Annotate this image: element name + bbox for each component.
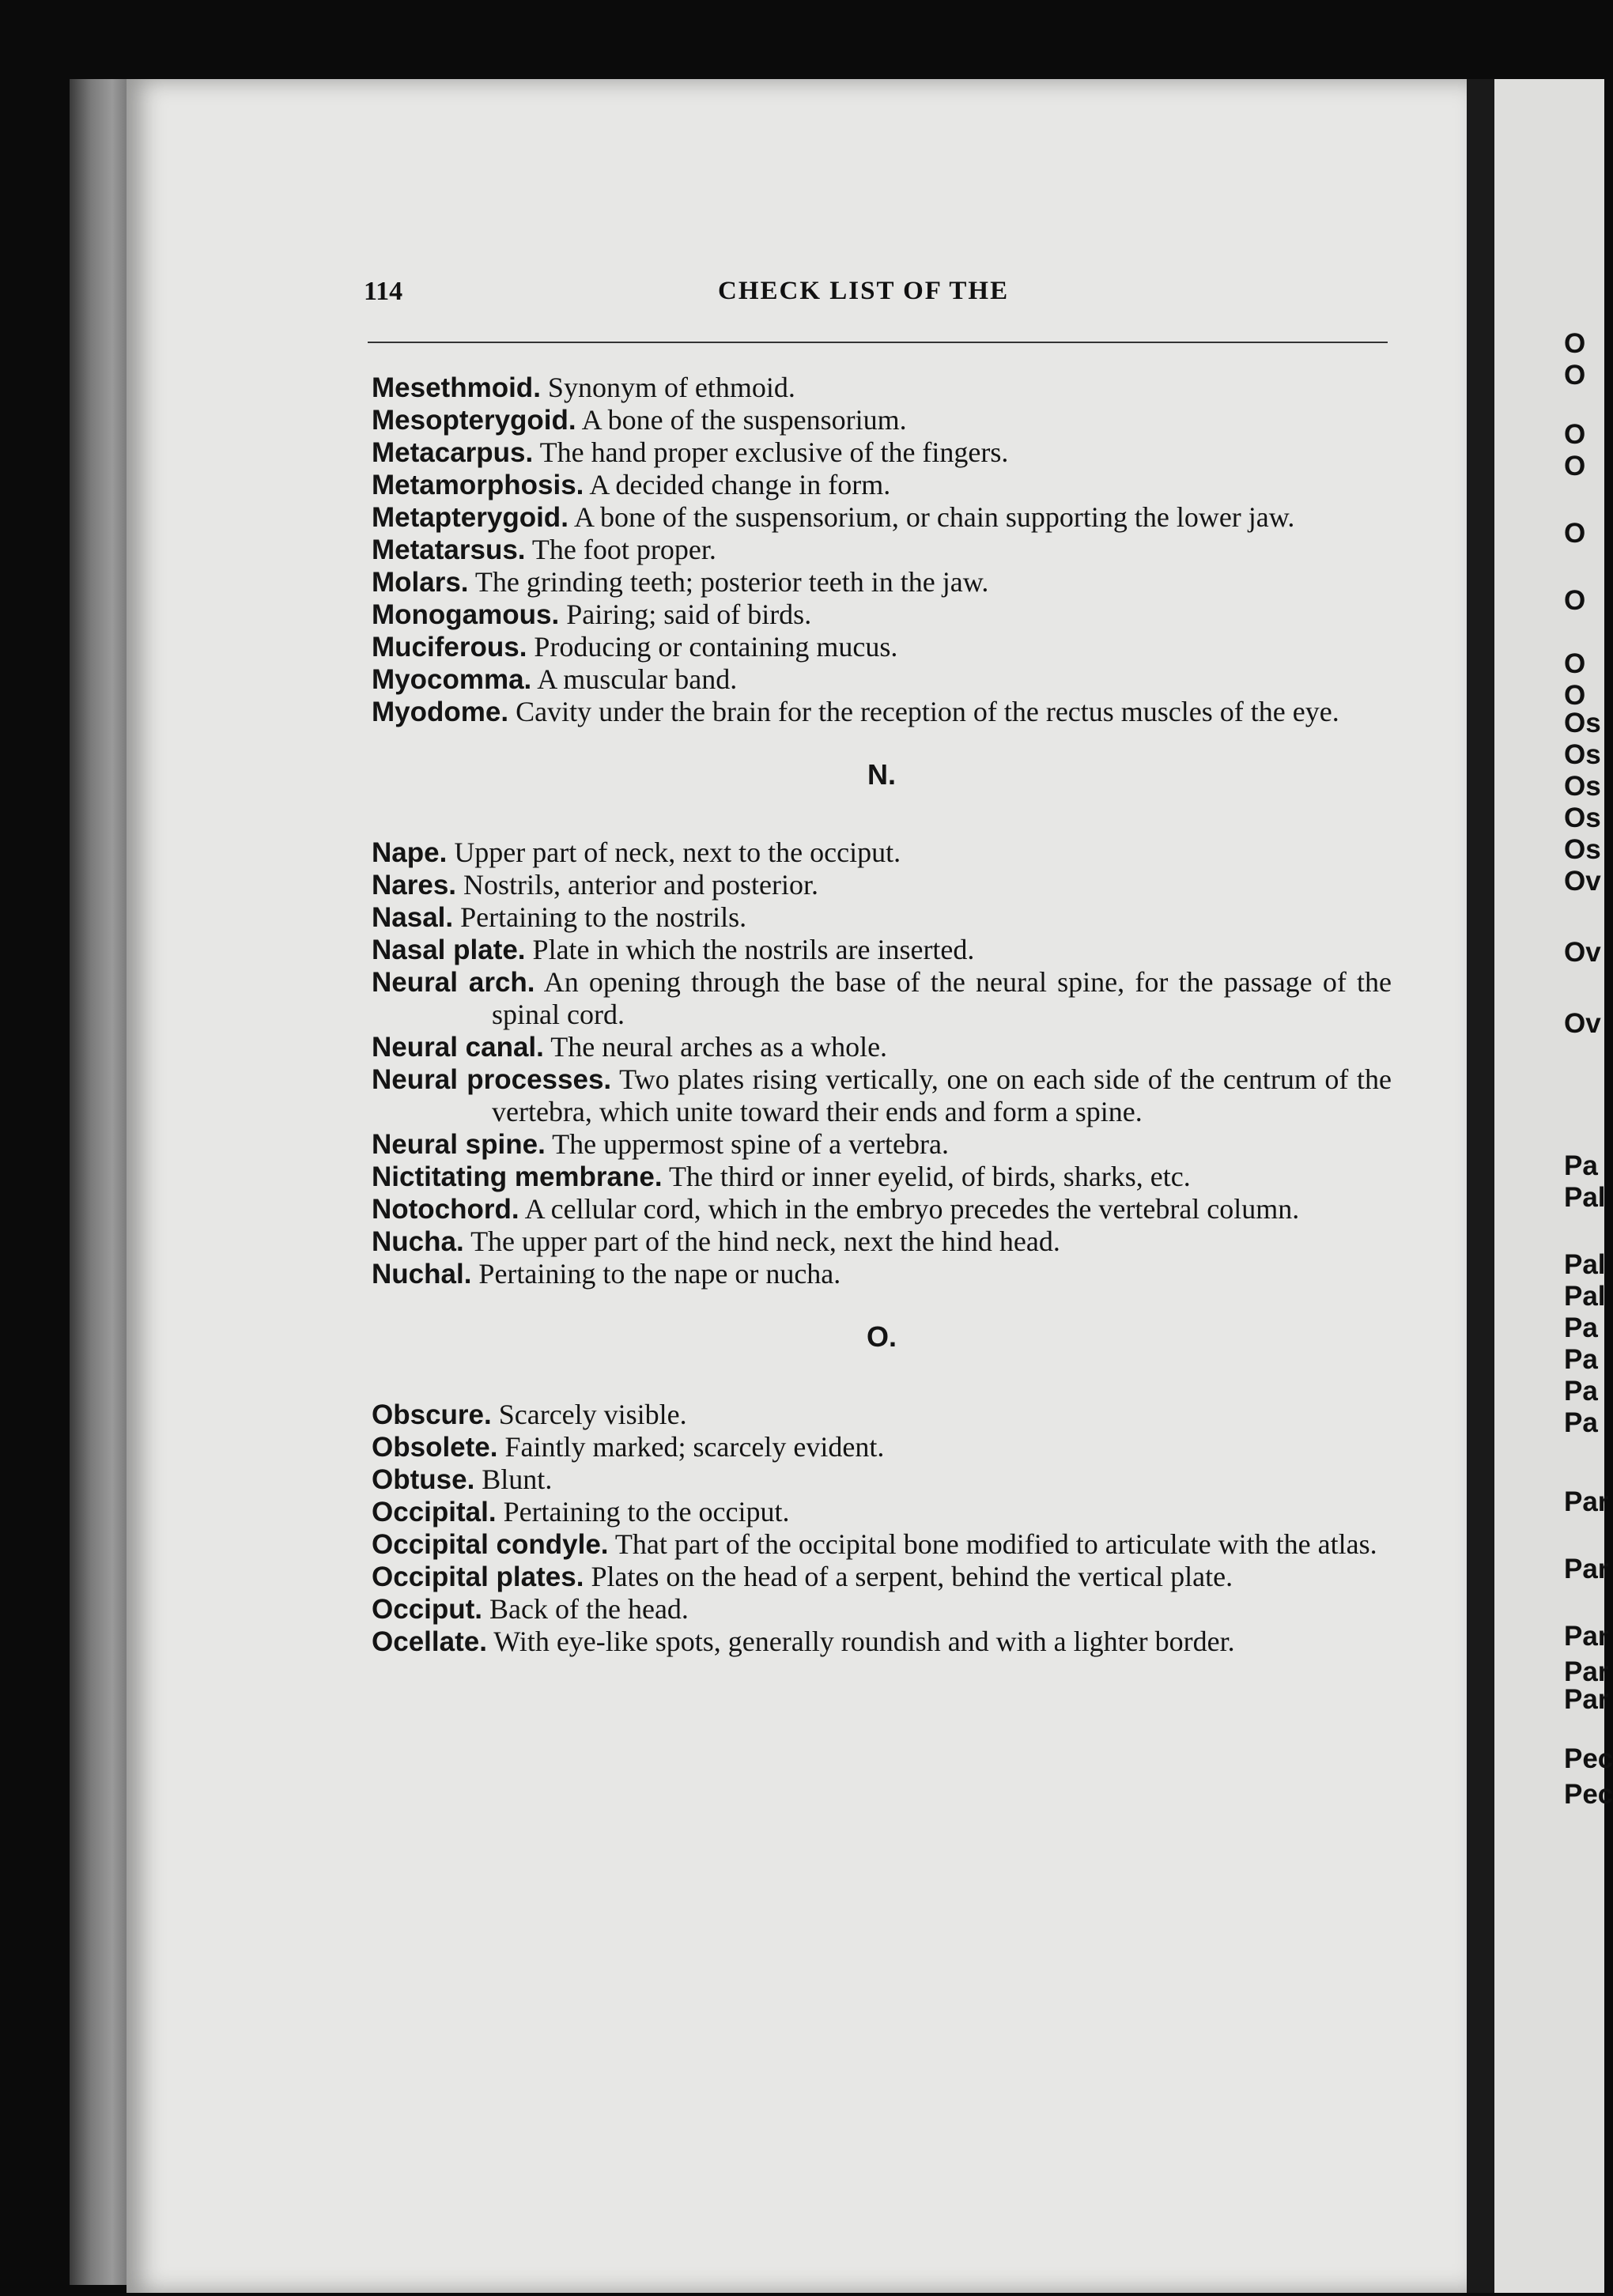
entry-definition: Synonym of ethmoid.: [547, 372, 795, 403]
facing-page-fragment: Par: [1564, 1554, 1609, 1584]
entry-term: Occipital.: [372, 1497, 497, 1528]
facing-page-fragment: Os: [1564, 802, 1601, 833]
glossary-entry: [372, 1528, 1392, 1561]
glossary-entry: [372, 436, 1392, 469]
entry-definition: Faintly marked; scarcely evident.: [504, 1431, 885, 1463]
facing-page-fragment: O: [1564, 328, 1586, 359]
glossary-entry: [372, 631, 1392, 663]
facing-page-fragment: Os: [1564, 708, 1601, 738]
glossary-entry: [372, 1431, 1392, 1463]
entry-definition: A bone of the suspensorium, or chain supporting the lower jaw.: [573, 501, 1295, 533]
facing-page-fragment: Pal: [1564, 1249, 1606, 1280]
entry-term: Notochord.: [372, 1194, 519, 1225]
facing-page-fragment: O: [1564, 648, 1586, 679]
entry-term: Nape.: [372, 837, 448, 868]
entry-term: Metacarpus.: [372, 437, 534, 468]
entry-definition: Plate in which the nostrils are inserted.: [532, 934, 975, 965]
facing-page-fragment: O: [1564, 585, 1586, 616]
glossary-entry: [372, 1399, 1392, 1431]
entry-term: Ocellate.: [372, 1626, 487, 1657]
entry-definition: Two plates rising vertically, one on each side of the centrum of the vertebra, which unite toward their ends and form a spine.: [492, 1063, 1392, 1127]
entry-term: Myodome.: [372, 697, 509, 727]
glossary-entry: [372, 1496, 1392, 1528]
glossary-content: [372, 372, 1392, 1658]
glossary-entry: [372, 1193, 1392, 1225]
facing-page-fragment: O: [1564, 518, 1586, 549]
entry-term: Obtuse.: [372, 1464, 475, 1495]
entry-definition: Pertaining to the occiput.: [503, 1496, 790, 1528]
entry-definition: A bone of the suspensorium.: [581, 404, 907, 436]
facing-page-fragment: Pa: [1564, 1344, 1598, 1375]
entry-definition: Back of the head.: [489, 1593, 689, 1625]
entry-definition: Upper part of neck, next to the occiput.: [454, 836, 901, 868]
entry-term: Metapterygoid.: [372, 502, 569, 533]
entry-definition: A muscular band.: [537, 663, 738, 695]
glossary-entry: [372, 1258, 1392, 1290]
entry-term: Nictitating membrane.: [372, 1161, 663, 1192]
facing-page-fragment: O: [1564, 419, 1586, 450]
glossary-entry: [372, 1063, 1392, 1128]
glossary-entry: [372, 901, 1392, 934]
entry-term: Neural arch.: [372, 967, 535, 998]
glossary-entry: [372, 1161, 1392, 1193]
entry-definition: That part of the occipital bone modified to articulate with the atlas.: [614, 1528, 1377, 1560]
glossary-entry: [372, 534, 1392, 566]
entry-term: Nasal plate.: [372, 935, 526, 965]
section-n: [372, 758, 1392, 1290]
section-o: [372, 1320, 1392, 1658]
facing-page-fragment: Par: [1564, 1656, 1609, 1687]
entry-definition: An opening through the base of the neural spine, for the passage of the spinal cord.: [492, 966, 1392, 1030]
entry-term: Molars.: [372, 567, 469, 598]
page-header: [364, 277, 1392, 308]
entry-term: Muciferous.: [372, 632, 527, 663]
entry-definition: The upper part of the hind neck, next the hind head.: [470, 1225, 1060, 1257]
facing-page-fragment: Ov: [1564, 866, 1601, 897]
entry-definition: Plates on the head of a serpent, behind the vertical plate.: [591, 1561, 1233, 1592]
section-heading: O.: [866, 1320, 897, 1353]
entry-term: Nasal.: [372, 902, 454, 933]
facing-page-fragment: Pec: [1564, 1743, 1613, 1774]
glossary-entry: [372, 469, 1392, 501]
facing-page-fragment: Par: [1564, 1684, 1609, 1715]
entry-definition: With eye-like spots, generally roundish and with a lighter border.: [493, 1626, 1235, 1657]
entry-definition: Nostrils, anterior and posterior.: [463, 869, 818, 901]
entry-definition: The hand proper exclusive of the fingers.: [539, 436, 1009, 468]
entry-term: Nares.: [372, 870, 457, 901]
entry-definition: Cavity under the brain for the reception of the rectus muscles of the eye.: [516, 696, 1339, 727]
running-head: CHECK LIST OF THE: [718, 277, 1010, 305]
glossary-entry: [372, 1031, 1392, 1063]
section-heading: N.: [867, 758, 896, 791]
facing-page-fragment: Pa: [1564, 1376, 1598, 1407]
entry-definition: Blunt.: [482, 1463, 553, 1495]
entry-definition: Scarcely visible.: [498, 1399, 687, 1430]
entry-term: Neural spine.: [372, 1129, 546, 1160]
entry-definition: Producing or containing mucus.: [534, 631, 898, 663]
entry-term: Monogamous.: [372, 599, 560, 630]
glossary-entry: [372, 599, 1392, 631]
entry-definition: The neural arches as a whole.: [550, 1031, 888, 1063]
facing-page-fragment: Pal: [1564, 1281, 1606, 1312]
section-m: [372, 372, 1392, 728]
facing-page-fragment: Pa: [1564, 1150, 1598, 1181]
glossary-entry: [372, 1225, 1392, 1258]
entry-term: Occipital condyle.: [372, 1529, 609, 1560]
glossary-entry: [372, 404, 1392, 436]
glossary-entry: [372, 696, 1392, 728]
facing-page-fragment: Pa: [1564, 1407, 1598, 1438]
facing-page-fragment: Pal: [1564, 1182, 1606, 1213]
facing-page: [1494, 79, 1613, 2293]
entry-definition: A cellular cord, which in the embryo precedes the vertebral column.: [524, 1193, 1300, 1225]
page-number: 114: [364, 277, 403, 306]
entry-term: Occipital plates.: [372, 1562, 584, 1592]
facing-page-fragment: O: [1564, 680, 1586, 711]
facing-page-fragment: O: [1564, 451, 1586, 481]
entry-term: Obscure.: [372, 1399, 492, 1430]
glossary-entry: [372, 1593, 1392, 1626]
entry-definition: The uppermost spine of a vertebra.: [552, 1128, 949, 1160]
facing-page-fragment: Par: [1564, 1621, 1609, 1652]
entry-term: Nuchal.: [372, 1259, 472, 1290]
entry-definition: Pairing; said of birds.: [566, 599, 812, 630]
facing-page-fragment: Os: [1564, 739, 1601, 770]
entry-term: Neural canal.: [372, 1032, 544, 1063]
facing-page-fragment: Os: [1564, 771, 1601, 802]
entry-term: Myocomma.: [372, 664, 532, 695]
entry-term: Mesethmoid.: [372, 372, 541, 403]
entry-term: Metamorphosis.: [372, 470, 584, 500]
header-rule: [368, 342, 1388, 343]
entry-term: Occiput.: [372, 1594, 483, 1625]
entry-term: Metatarsus.: [372, 534, 526, 565]
facing-page-fragment: Ov: [1564, 1008, 1601, 1039]
entry-term: Obsolete.: [372, 1432, 498, 1463]
page-gutter: [1467, 79, 1494, 2293]
entry-definition: The foot proper.: [531, 534, 716, 565]
facing-page-fragment: O: [1564, 360, 1586, 391]
glossary-entry: [372, 1561, 1392, 1593]
glossary-entry: [372, 966, 1392, 1031]
glossary-entry: [372, 836, 1392, 869]
glossary-entry: [372, 1463, 1392, 1496]
glossary-entry: [372, 566, 1392, 599]
glossary-entry: [372, 663, 1392, 696]
glossary-entry: [372, 372, 1392, 404]
facing-page-fragment: Os: [1564, 834, 1601, 865]
entry-term: Neural processes.: [372, 1064, 612, 1095]
facing-page-fragment: Par: [1564, 1486, 1609, 1517]
glossary-entry: [372, 1626, 1392, 1658]
entry-definition: A decided change in form.: [589, 469, 891, 500]
entry-definition: Pertaining to the nape or nucha.: [478, 1258, 841, 1290]
entry-term: Mesopterygoid.: [372, 405, 576, 436]
facing-page-fragment: Pa: [1564, 1312, 1598, 1343]
glossary-entry: [372, 869, 1392, 901]
facing-page-fragment: Pec: [1564, 1779, 1613, 1810]
glossary-entry: [372, 501, 1392, 534]
entry-definition: The third or inner eyelid, of birds, sharks, etc.: [668, 1161, 1191, 1192]
glossary-entry: [372, 1128, 1392, 1161]
facing-page-fragment: Ov: [1564, 937, 1601, 968]
entry-definition: The grinding teeth; posterior teeth in the jaw.: [474, 566, 989, 598]
glossary-entry: [372, 934, 1392, 966]
entry-term: Nucha.: [372, 1226, 464, 1257]
entry-definition: Pertaining to the nostrils.: [460, 901, 747, 933]
